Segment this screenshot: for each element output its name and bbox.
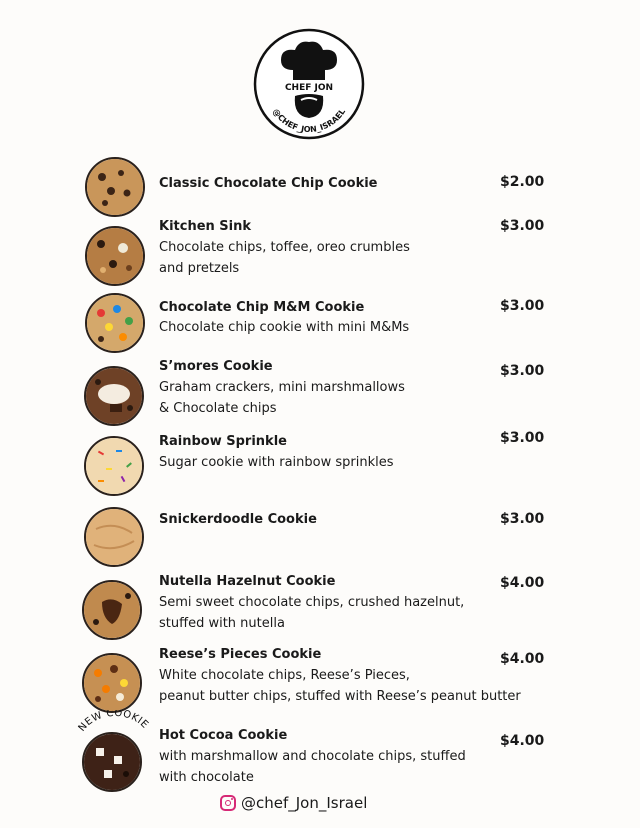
item-price: $3.00 [500,218,545,234]
item-description-line: & Chocolate chips [159,401,277,416]
mm-cookie-photo [85,293,145,353]
reeses-cookie-photo [82,653,142,713]
footer-handle[interactable]: @chef_Jon_Israel [241,794,368,812]
svg-text:@CHEF_JON_ISRAEL: @CHEF_JON_ISRAEL [270,107,348,135]
sprinkle-cookie-photo [84,436,144,496]
item-price: $4.00 [500,733,545,749]
item-description-line: Chocolate chip cookie with mini M&Ms [159,320,410,335]
item-name: Rainbow Sprinkle [159,434,287,449]
item-price: $4.00 [500,651,545,667]
item-description-line: and pretzels [159,261,240,276]
new-cookie-badge [73,710,155,750]
item-description-line: stuffed with nutella [159,616,285,631]
item-price: $3.00 [500,363,545,379]
item-description-line: peanut butter chips, stuffed with Reese’s peanut butter [159,689,521,704]
item-name: Chocolate Chip M&M Cookie [159,300,365,315]
item-name: Kitchen Sink [159,219,252,234]
item-description-line: with marshmallow and chocolate chips, stuffed [159,749,466,764]
item-description-line: Chocolate chips, toffee, oreo crumbles [159,240,410,255]
item-name: Hot Cocoa Cookie [159,728,288,743]
item-name: S’mores Cookie [159,359,273,374]
nutella-cookie-photo [82,580,142,640]
item-description-line: Sugar cookie with rainbow sprinkles [159,455,394,470]
svg-text:NEW COOKIE: NEW COOKIE [76,710,151,734]
kitchen-sink-cookie-photo [85,226,145,286]
item-price: $3.00 [500,298,545,314]
item-description-line: Graham crackers, mini marshmallows [159,380,405,395]
chef-jon-logo [253,28,365,140]
item-price: $2.00 [500,174,545,190]
item-description-line: White chocolate chips, Reese’s Pieces, [159,668,410,683]
item-name: Nutella Hazelnut Cookie [159,574,336,589]
item-description-line: Semi sweet chocolate chips, crushed hazelnut, [159,595,465,610]
item-price: $3.00 [500,511,545,527]
footer-social [220,792,367,814]
smores-cookie-photo [84,366,144,426]
item-description-line: with chocolate [159,770,254,785]
item-price: $3.00 [500,430,545,446]
svg-text:CHEF JON: CHEF JON [284,83,334,93]
item-price: $4.00 [500,575,545,591]
snickerdoodle-cookie-photo [84,507,144,567]
item-name: Snickerdoodle Cookie [159,512,317,527]
item-name: Reese’s Pieces Cookie [159,647,322,662]
item-name: Classic Chocolate Chip Cookie [159,176,378,191]
chocolate-chip-cookie-photo [85,157,145,217]
instagram-icon [220,795,236,811]
